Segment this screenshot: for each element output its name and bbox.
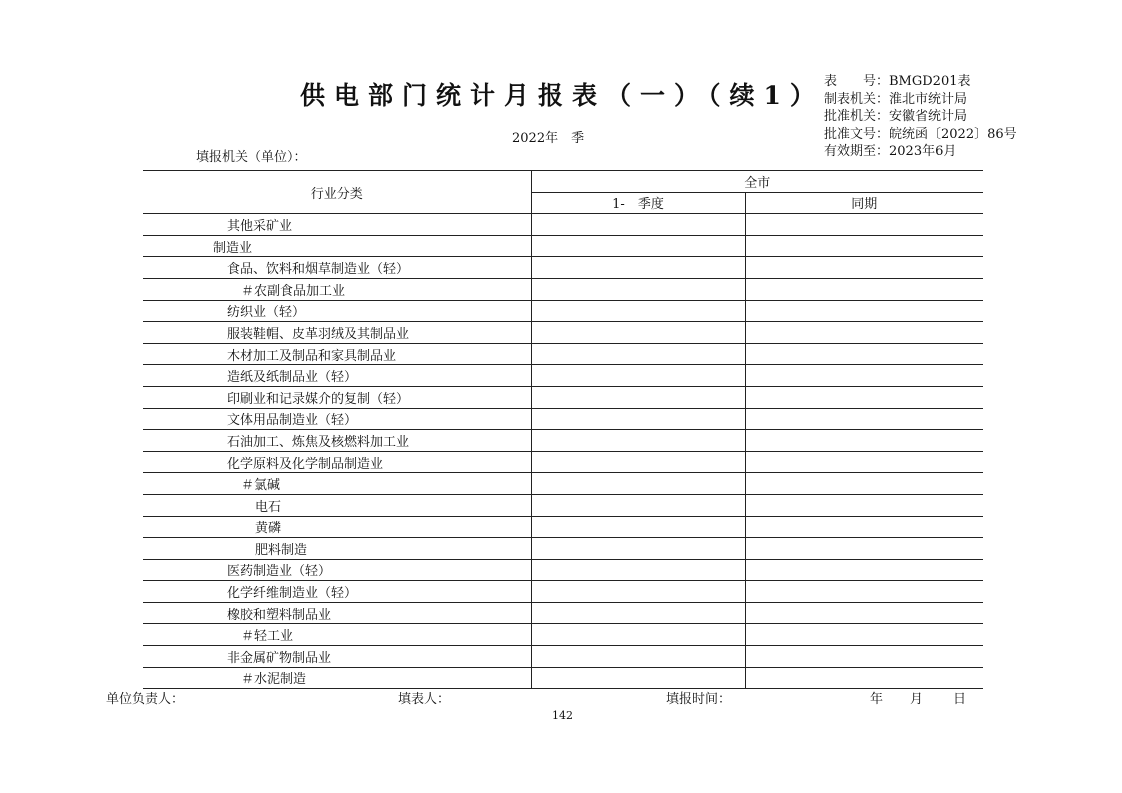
industry-label: ＃农副食品加工业 — [143, 278, 531, 300]
table-row — [143, 559, 983, 581]
industry-label: 电石 — [143, 494, 531, 516]
industry-label: 纺织业（轻） — [143, 300, 531, 322]
table-row — [143, 235, 983, 257]
current-quarter-cell[interactable] — [531, 667, 745, 689]
industry-label: 印刷业和记录媒介的复制（轻） — [143, 386, 531, 408]
current-quarter-cell[interactable] — [531, 430, 745, 452]
industry-label: 文体用品制造业（轻） — [143, 408, 531, 430]
table-row — [143, 581, 983, 603]
current-quarter-cell[interactable] — [531, 235, 745, 257]
approving-authority: 批准机关：安徽省统计局 — [824, 109, 968, 125]
issuing-authority: 制表机关：淮北市统计局 — [824, 91, 968, 107]
current-quarter-cell[interactable] — [531, 408, 745, 430]
same-period-cell[interactable] — [745, 473, 983, 495]
current-quarter-cell[interactable] — [531, 494, 745, 516]
footer-year: 年 — [870, 692, 884, 707]
footer-month: 月 — [910, 692, 924, 707]
table-row — [143, 365, 983, 387]
table-row — [143, 602, 983, 624]
same-period-cell[interactable] — [745, 538, 983, 560]
current-quarter-cell[interactable] — [531, 646, 745, 668]
current-quarter-cell[interactable] — [531, 559, 745, 581]
table-row — [143, 386, 983, 408]
current-quarter-cell[interactable] — [531, 516, 745, 538]
industry-label: 造纸及纸制品业（轻） — [143, 365, 531, 387]
table-row — [143, 646, 983, 668]
current-quarter-cell[interactable] — [531, 322, 745, 344]
industry-label: 化学纤维制造业（轻） — [143, 581, 531, 603]
report-metadata — [824, 73, 1017, 161]
same-period-cell[interactable] — [745, 257, 983, 279]
current-quarter-cell[interactable] — [531, 386, 745, 408]
table-row — [143, 300, 983, 322]
table-row — [143, 667, 983, 689]
table-row — [143, 322, 983, 344]
same-period-cell[interactable] — [745, 667, 983, 689]
current-quarter-cell[interactable] — [531, 538, 745, 560]
same-period-cell[interactable] — [745, 386, 983, 408]
table-row — [143, 538, 983, 560]
same-period-cell[interactable] — [745, 214, 983, 236]
same-period-cell[interactable] — [745, 559, 983, 581]
industry-label: 石油加工、炼焦及核燃料加工业 — [143, 430, 531, 452]
footer-responsible-person: 单位负责人： — [106, 692, 185, 707]
form-number: 表 号：BMGD201表 — [824, 74, 971, 89]
table-header-row-1 — [143, 171, 983, 193]
same-period-cell[interactable] — [745, 300, 983, 322]
same-period-cell[interactable] — [745, 343, 983, 365]
table-row — [143, 516, 983, 538]
same-period-cell[interactable] — [745, 581, 983, 603]
header-citywide: 全市 — [531, 171, 983, 193]
same-period-cell[interactable] — [745, 322, 983, 344]
validity-date: 有效期至：2023年6月 — [824, 144, 957, 160]
industry-label: ＃氯碱 — [143, 473, 531, 495]
current-quarter-cell[interactable] — [531, 473, 745, 495]
table-row — [143, 451, 983, 473]
same-period-cell[interactable] — [745, 451, 983, 473]
current-quarter-cell[interactable] — [531, 343, 745, 365]
header-current-quarter: 1- 季度 — [531, 192, 745, 214]
industry-label: 化学原料及化学制品制造业 — [143, 451, 531, 473]
current-quarter-cell[interactable] — [531, 365, 745, 387]
industry-label: 木材加工及制品和家具制品业 — [143, 343, 531, 365]
industry-label: 其他采矿业 — [143, 214, 531, 236]
table-row — [143, 430, 983, 452]
current-quarter-cell[interactable] — [531, 278, 745, 300]
industry-label: 服装鞋帽、皮革羽绒及其制品业 — [143, 322, 531, 344]
current-quarter-cell[interactable] — [531, 257, 745, 279]
current-quarter-cell[interactable] — [531, 581, 745, 603]
industry-label: ＃水泥制造 — [143, 667, 531, 689]
industry-label: 黄磷 — [143, 516, 531, 538]
footer-day: 日 — [953, 692, 967, 707]
current-quarter-cell[interactable] — [531, 451, 745, 473]
table-row — [143, 408, 983, 430]
same-period-cell[interactable] — [745, 365, 983, 387]
current-quarter-cell[interactable] — [531, 214, 745, 236]
report-title: 供电部门统计月报表（一）（续1） — [300, 81, 824, 110]
same-period-cell[interactable] — [745, 646, 983, 668]
same-period-cell[interactable] — [745, 516, 983, 538]
industry-electricity-table — [143, 170, 983, 689]
table-row — [143, 214, 983, 236]
industry-label: 医药制造业（轻） — [143, 559, 531, 581]
industry-label: 制造业 — [143, 235, 531, 257]
current-quarter-cell[interactable] — [531, 300, 745, 322]
same-period-cell[interactable] — [745, 494, 983, 516]
header-industry-category: 行业分类 — [143, 171, 531, 214]
reporting-unit-label: 填报机关（单位）： — [196, 150, 307, 165]
current-quarter-cell[interactable] — [531, 602, 745, 624]
same-period-cell[interactable] — [745, 624, 983, 646]
footer-filled-by: 填表人： — [398, 692, 451, 707]
same-period-cell[interactable] — [745, 602, 983, 624]
report-period: 2022年 季 — [512, 131, 585, 146]
industry-label: 肥料制造 — [143, 538, 531, 560]
table-row — [143, 624, 983, 646]
industry-label: ＃轻工业 — [143, 624, 531, 646]
current-quarter-cell[interactable] — [531, 624, 745, 646]
same-period-cell[interactable] — [745, 278, 983, 300]
table-row — [143, 257, 983, 279]
page-number: 142 — [552, 709, 573, 722]
same-period-cell[interactable] — [745, 408, 983, 430]
same-period-cell[interactable] — [745, 235, 983, 257]
approval-document-number: 批准文号：皖统函〔2022〕86号 — [824, 126, 1017, 142]
industry-label: 非金属矿物制品业 — [143, 646, 531, 668]
table-row — [143, 343, 983, 365]
same-period-cell[interactable] — [745, 430, 983, 452]
footer-fill-time: 填报时间： — [666, 692, 732, 707]
industry-label: 橡胶和塑料制品业 — [143, 602, 531, 624]
header-same-period-last-year: 同期 — [745, 192, 983, 214]
industry-label: 食品、饮料和烟草制造业（轻） — [143, 257, 531, 279]
table-row — [143, 473, 983, 495]
table-row — [143, 494, 983, 516]
table-row — [143, 278, 983, 300]
